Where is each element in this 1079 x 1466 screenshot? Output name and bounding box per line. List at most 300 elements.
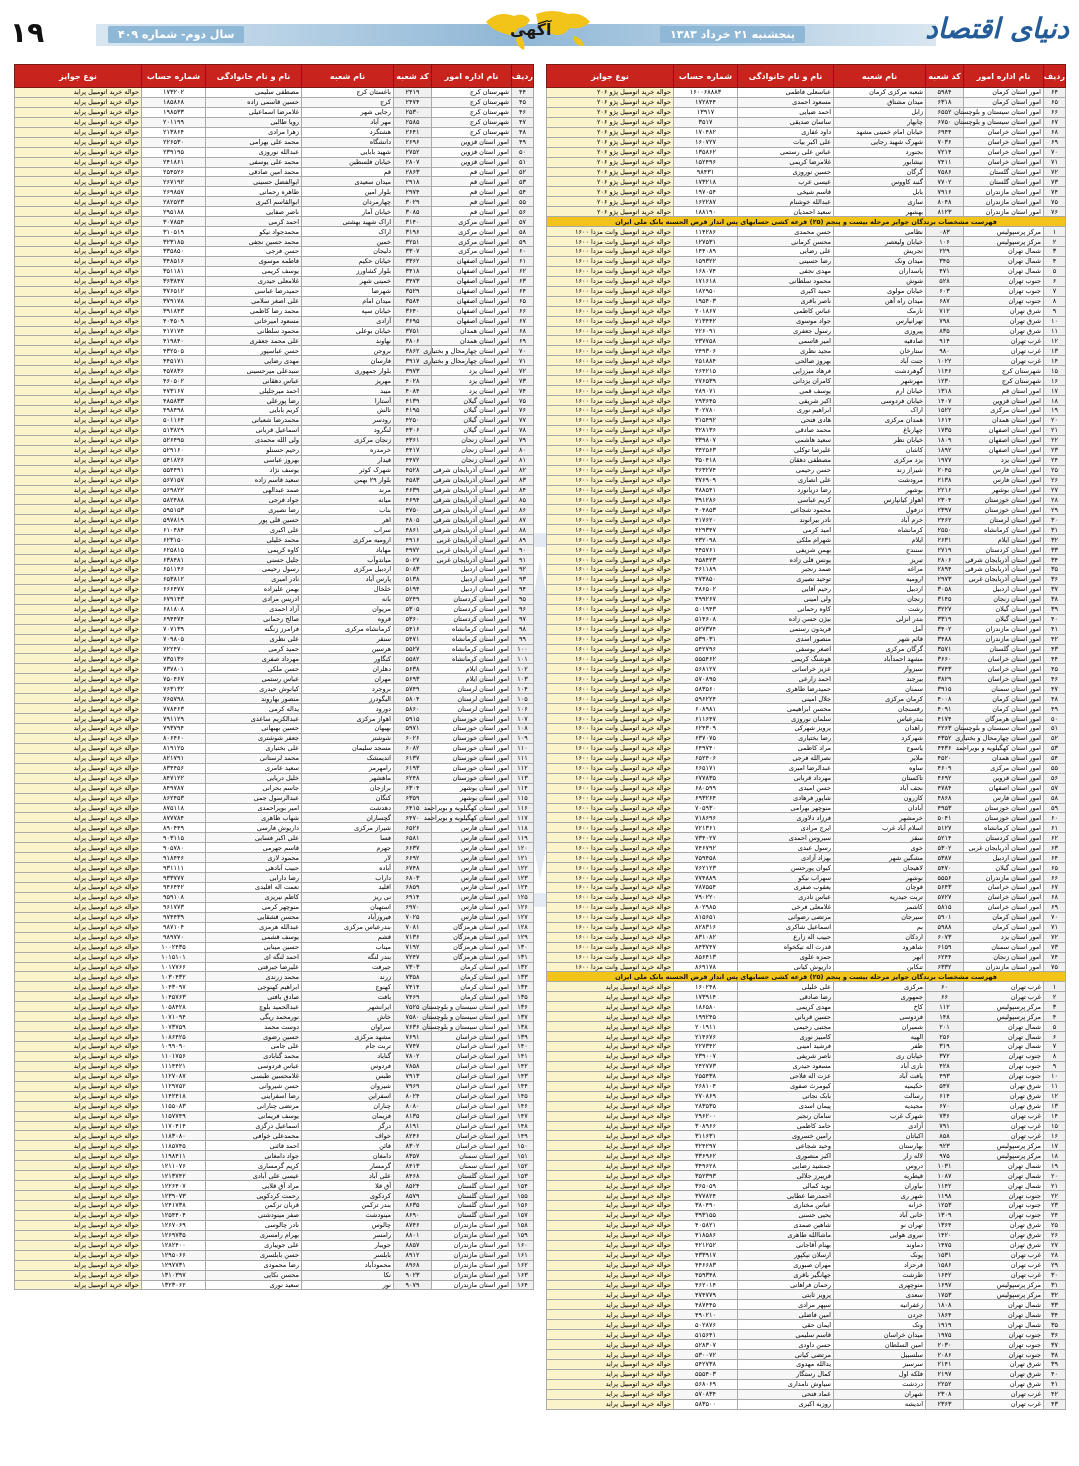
branch-name: مرند xyxy=(302,485,394,495)
region-cell: شهرستان کرج xyxy=(432,97,512,107)
winner-name: حسن فرجی xyxy=(206,247,302,257)
prize-cell: حواله خرید اتومبیل پراید xyxy=(15,475,142,485)
prize-cell: حواله خرید اتومبیل پراید xyxy=(15,892,142,902)
prize-cell: حواله خرید اتومبیل پراید xyxy=(15,1201,142,1211)
branch-name: پیروزی xyxy=(834,326,926,336)
row-number: ۱۳۹ xyxy=(512,1032,534,1042)
account-number: ۱۰۷۱۰۹۴ xyxy=(142,1012,206,1022)
branch-name: اردکان xyxy=(834,932,926,942)
prize-cell: حواله خرید اتومبیل پراید xyxy=(15,1111,142,1121)
table-row xyxy=(15,873,534,883)
row-number: ۱۵۶ xyxy=(512,1201,534,1211)
account-number: ۱۸۵۸۶۸ xyxy=(142,97,206,107)
row-number: ۱۲ xyxy=(1044,1091,1066,1101)
winner-name: جلال امینی xyxy=(738,694,834,704)
region-cell: امور استان مرکزی xyxy=(432,237,512,247)
winner-name: حمیدرضا طاهری xyxy=(738,684,834,694)
table-row xyxy=(547,1101,1066,1111)
branch-code: ۵۵۵۶ xyxy=(926,873,964,883)
branch-code: ۳۷۵۱ xyxy=(394,326,432,336)
table-row xyxy=(547,1340,1066,1350)
prize-cell: حواله خرید اتومبیل پراید xyxy=(547,1171,674,1181)
region-cell: امور استان اصفهان xyxy=(432,276,512,286)
account-number: ۷۰۵۹۳۰ xyxy=(674,803,738,813)
prize-cell: حواله خرید اتومبیل پراید xyxy=(547,1280,674,1290)
winner-name: عبدالرسول جمی xyxy=(206,793,302,803)
account-number: ۱۲۸۲۴۰۰ xyxy=(142,1240,206,1250)
prize-cell: حواله خرید اتومبیل پراید xyxy=(15,614,142,624)
winner-name: رضا پورعلی xyxy=(206,396,302,406)
branch-name: سلسبیل xyxy=(834,1350,926,1360)
page-number: ۱۹ xyxy=(10,16,45,49)
prize-cell: حواله خرید اتومبیل وانت مزدا ۱۶۰۰ xyxy=(547,435,674,445)
region-cell: امور استان خراسان xyxy=(964,892,1044,902)
prize-cell: حواله خرید اتومبیل پژو ۲۰۶ xyxy=(547,197,674,207)
row-number: ۲۹ xyxy=(1044,505,1066,515)
region-cell: امور استان مازندران xyxy=(432,1230,512,1240)
prize-cell: حواله خرید اتومبیل پراید xyxy=(15,763,142,773)
row-number: ۱۶۰ xyxy=(512,1240,534,1250)
row-number: ۵۷ xyxy=(512,217,534,227)
table-row xyxy=(547,396,1066,406)
prize-cell: حواله خرید اتومبیل وانت مزدا ۱۶۰۰ xyxy=(547,833,674,843)
branch-code: ۳۸۰۶ xyxy=(394,336,432,346)
region-cell: امور استان مازندران xyxy=(964,197,1044,207)
branch-name: شهرک شهید رجایی xyxy=(834,137,926,147)
branch-code: ۵۲۴۹ xyxy=(394,594,432,604)
row-number: ۲۶ xyxy=(1044,1230,1066,1240)
column-header: نام اداره امور xyxy=(432,65,512,88)
prize-cell: حواله خرید اتومبیل پراید xyxy=(15,952,142,962)
winner-name: ادریس مرادی xyxy=(206,594,302,604)
row-number: ۱۱ xyxy=(1044,1081,1066,1091)
region-cell: شهرستان کرج xyxy=(964,366,1044,376)
prize-cell: حواله خرید اتومبیل پراید xyxy=(15,237,142,247)
branch-name: امین السلطان xyxy=(834,1340,926,1350)
region-cell: امور استان فارس xyxy=(432,853,512,863)
prize-cell: حواله خرید اتومبیل پراید xyxy=(15,1042,142,1052)
winner-name: شهاب طاهری xyxy=(206,813,302,823)
prize-cell: حواله خرید اتومبیل پراید xyxy=(547,1290,674,1300)
account-number: ۶۵۳۸۱۲ xyxy=(142,574,206,584)
branch-code: ۳۴۰۲ xyxy=(926,624,964,634)
account-number: ۲۲۶۵۳۰ xyxy=(142,137,206,147)
row-number: ۱۴۲ xyxy=(512,1061,534,1071)
branch-code: ۴۴۷۲ xyxy=(394,455,432,465)
row-number: ۴۹ xyxy=(1044,704,1066,714)
account-number: ۴۸۶۵۰۲ xyxy=(674,584,738,594)
branch-code: ۶۲۴۸ xyxy=(394,773,432,783)
branch-code: ۴۷۱ xyxy=(926,266,964,276)
row-number: ۸۰ xyxy=(512,445,534,455)
region-cell: امور استان خوزستان xyxy=(964,813,1044,823)
prize-cell: حواله خرید اتومبیل پراید xyxy=(15,445,142,455)
table-row xyxy=(15,803,534,813)
branch-name: کرمانشاه xyxy=(834,525,926,535)
account-number: ۸۱۹۱۲۵ xyxy=(142,743,206,753)
region-cell: امور استان فارس xyxy=(964,793,1044,803)
row-number: ۷۲ xyxy=(1044,167,1066,177)
winner-name: حسین قربانی xyxy=(738,1012,834,1022)
winner-name: عبدالله خوشنام xyxy=(738,197,834,207)
section-title: فهرست مشخصات برندگان جوایز مرحله بیست و پنجم (۲۵) قرعه کشی حسابهای پس انداز قرض الحسنه بانک ملی ایران xyxy=(547,972,1066,982)
branch-name: تنکابن xyxy=(834,962,926,972)
table-row xyxy=(547,962,1066,972)
branch-code: ۳۶۶۰ xyxy=(926,654,964,664)
branch-name: سبزوار xyxy=(834,664,926,674)
account-number: ۲۸۲۵۲۳ xyxy=(142,197,206,207)
prize-cell: حواله خرید اتومبیل پراید xyxy=(547,1201,674,1211)
winner-name: غلامرضا اسماعیلی xyxy=(206,107,302,117)
branch-name: آباده xyxy=(302,863,394,873)
winner-name: عباس علی رستمی xyxy=(738,147,834,157)
region-cell: شهرستان کرج xyxy=(964,376,1044,386)
prize-cell: حواله خرید اتومبیل وانت مزدا ۱۶۰۰ xyxy=(547,306,674,316)
branch-code: ۳۲۵۱ xyxy=(394,237,432,247)
winner-name: کاظم نیریزی xyxy=(206,892,302,902)
account-number: ۷۹۳۷۹۴ xyxy=(142,724,206,734)
account-number: ۳۰۸۹۶۶ xyxy=(674,1121,738,1131)
account-number: ۶۱۰۴۸۴ xyxy=(142,525,206,535)
winner-name: حمیدرضا عباسی xyxy=(206,286,302,296)
account-number: ۶۸۰۵۹۹ xyxy=(674,783,738,793)
account-number: ۲۳۷۷۵۸ xyxy=(674,336,738,346)
row-number: ۱۱ xyxy=(1044,326,1066,336)
branch-code: ۳۱۹ xyxy=(926,1042,964,1052)
winner-name: حسن ملکی xyxy=(206,664,302,674)
branch-code: ۴۳۵۲ xyxy=(926,733,964,743)
account-number: ۱۷۳۹۱۴ xyxy=(674,992,738,1002)
branch-name: فریمان xyxy=(302,1111,394,1121)
winner-name: رامین خسروی xyxy=(738,1131,834,1141)
branch-name: شهرک کوثر xyxy=(302,465,394,475)
region-cell: امور استان خوزستان xyxy=(432,733,512,743)
row-number: ۶۵ xyxy=(512,296,534,306)
account-number: ۴۸۷۴۴۵ xyxy=(674,1300,738,1310)
account-number: ۱۶۰۰۶۸۸۸۳ xyxy=(674,88,738,98)
row-number: ۱۰۰ xyxy=(512,644,534,654)
region-cell: امور استان گیلان xyxy=(432,425,512,435)
table-row xyxy=(547,892,1066,902)
account-number: ۴۵۸۴۲۳ xyxy=(674,555,738,565)
branch-code: ۱۸۰۹ xyxy=(926,435,964,445)
winner-name: پرویز شهرکی xyxy=(738,724,834,734)
table-row xyxy=(15,1012,534,1022)
row-number: ۱۱۲ xyxy=(512,763,534,773)
branch-name: نور xyxy=(302,1280,394,1290)
prize-cell: حواله خرید اتومبیل پراید xyxy=(15,266,142,276)
table-row xyxy=(15,515,534,525)
row-number: ۱۳۷ xyxy=(512,1012,534,1022)
account-number: ۷۰۷۱۳۹ xyxy=(142,624,206,634)
account-number: ۱۰۵۸۴۲۸ xyxy=(142,1002,206,1012)
table-row xyxy=(15,565,534,575)
table-row xyxy=(547,1071,1066,1081)
branch-code: ۵۷۴۹ xyxy=(394,684,432,694)
region-cell: امور استان فارس xyxy=(432,823,512,833)
account-number: ۲۷۶۵۳۹ xyxy=(674,376,738,386)
table-row xyxy=(15,88,534,98)
row-number: ۹ xyxy=(1044,1061,1066,1071)
prize-cell: حواله خرید اتومبیل پراید xyxy=(15,992,142,1002)
prize-cell: حواله خرید اتومبیل وانت مزدا ۱۶۰۰ xyxy=(547,336,674,346)
prize-cell: حواله خرید اتومبیل پراید xyxy=(15,1121,142,1131)
table-row xyxy=(547,1061,1066,1071)
row-number: ۳۷ xyxy=(1044,584,1066,594)
prize-cell: حواله خرید اتومبیل وانت مزدا ۱۶۰۰ xyxy=(547,415,674,425)
branch-name: بهشهر xyxy=(834,207,926,217)
branch-name: نی ریز xyxy=(302,892,394,902)
branch-name: دهدشت xyxy=(302,803,394,813)
prize-cell: حواله خرید اتومبیل پراید xyxy=(15,306,142,316)
branch-name: میدان خراسان xyxy=(834,1330,926,1340)
row-number: ۱۲۷ xyxy=(512,912,534,922)
row-number: ۳۶ xyxy=(1044,574,1066,584)
prize-cell: حواله خرید اتومبیل پراید xyxy=(547,1022,674,1032)
branch-code: ۷۴۶۹ xyxy=(394,992,432,1002)
account-number: ۳۹۱۲۸۶ xyxy=(674,495,738,505)
table-row xyxy=(547,853,1066,863)
branch-code: ۶۵۲۶ xyxy=(394,823,432,833)
newspaper-logo: دنیای اقتصاد xyxy=(925,12,1069,45)
branch-code: ۵۴۷۱ xyxy=(394,634,432,644)
winner-name: حسین نوروزی xyxy=(738,167,834,177)
branch-name: تربت حیدریه xyxy=(834,892,926,902)
winner-name: عزت اله فلاحی xyxy=(738,1071,834,1081)
winner-name: مجتبی رحیمی xyxy=(738,1022,834,1032)
account-number: ۳۷۹۱۷۸ xyxy=(142,296,206,306)
table-row xyxy=(547,177,1066,187)
row-number: ۶۶ xyxy=(1044,107,1066,117)
row-number: ۲۸ xyxy=(1044,1250,1066,1260)
branch-name: کنگان xyxy=(302,793,394,803)
prize-cell: حواله خرید اتومبیل پراید xyxy=(15,1032,142,1042)
region-cell: امور استان قزوین xyxy=(432,137,512,147)
row-number: ۹۱ xyxy=(512,555,534,565)
branch-name: خرمشهر xyxy=(834,813,926,823)
branch-code: ۷۵۲۵ xyxy=(394,1002,432,1012)
account-number: ۳۹۱۸۴۳ xyxy=(142,306,206,316)
winner-name: اصغر یوسفی xyxy=(738,644,834,654)
table-row xyxy=(547,883,1066,893)
branch-code: ۵۹۰۱ xyxy=(926,912,964,922)
table-row xyxy=(15,902,534,912)
table-row xyxy=(15,1280,534,1290)
account-number: ۱۲۷۵۳۱ xyxy=(674,237,738,247)
prize-cell: حواله خرید اتومبیل پراید xyxy=(547,1240,674,1250)
branch-name: آق قلا xyxy=(302,1181,394,1191)
region-cell: امور استان اصفهان xyxy=(432,286,512,296)
table-row xyxy=(15,1022,534,1032)
prize-cell: حواله خرید اتومبیل پژو ۲۰۶ xyxy=(547,167,674,177)
region-cell: جنوب تهران xyxy=(964,1210,1044,1220)
winner-name: عزیز خراسانی xyxy=(738,664,834,674)
account-number: ۵۲۹۱۶۰ xyxy=(142,445,206,455)
branch-code: ۵۲۱۴ xyxy=(926,833,964,843)
row-number: ۶۶ xyxy=(1044,873,1066,883)
prize-cell: حواله خرید اتومبیل پراید xyxy=(15,833,142,843)
region-cell: امور استان آذربایجان غربی xyxy=(964,843,1044,853)
branch-name: مینودشت xyxy=(302,1210,394,1220)
table-row xyxy=(547,1022,1066,1032)
winner-name: صمد رنجبر xyxy=(738,565,834,575)
winner-name: سامان رنجبر xyxy=(738,1111,834,1121)
prize-cell: حواله خرید اتومبیل وانت مزدا ۱۶۰۰ xyxy=(547,227,674,237)
account-number: ۶۱۱۶۴۷ xyxy=(674,714,738,724)
row-number: ۳۴ xyxy=(1044,555,1066,565)
prize-cell: حواله خرید اتومبیل پراید xyxy=(15,962,142,972)
winner-name: اسماعیل درگزی xyxy=(206,1121,302,1131)
region-cell: مرکز پرسپولیس xyxy=(964,1012,1044,1022)
winner-name: سعید احمدیان xyxy=(738,207,834,217)
region-cell: امور استان اصفهان xyxy=(964,435,1044,445)
prize-cell: حواله خرید اتومبیل وانت مزدا ۱۶۰۰ xyxy=(547,743,674,753)
prize-cell: حواله خرید اتومبیل پراید xyxy=(15,704,142,714)
table-row xyxy=(547,1240,1066,1250)
branch-code: ۵۱۹۴ xyxy=(394,584,432,594)
branch-code: ۲۲۱۶ xyxy=(926,485,964,495)
row-number: ۴۸ xyxy=(512,127,534,137)
winner-name: داریوش فارسی xyxy=(206,823,302,833)
winner-name: عبدالرضا امیری xyxy=(738,763,834,773)
row-number: ۵۶ xyxy=(1044,773,1066,783)
row-number: ۹۰ xyxy=(512,545,534,555)
row-number: ۶۳ xyxy=(1044,843,1066,853)
column-header: کد شعبه xyxy=(394,65,432,88)
account-number: ۴۳۲۵۰۵ xyxy=(142,346,206,356)
account-number: ۵۱۳۸۲۹ xyxy=(142,425,206,435)
branch-code: ۵۴۱۶ xyxy=(394,624,432,634)
table-row xyxy=(15,227,534,237)
table-row xyxy=(547,674,1066,684)
row-number: ۵۵ xyxy=(1044,763,1066,773)
region-cell: غرب تهران xyxy=(964,336,1044,346)
account-number: ۷۳۷۸۰۱ xyxy=(142,664,206,674)
table-row xyxy=(547,237,1066,247)
region-cell: شهرستان کرج xyxy=(432,88,512,98)
winner-name: عباسعلی فاطمی xyxy=(738,88,834,98)
branch-code: ۷۴۱۱ xyxy=(926,157,964,167)
table-row xyxy=(15,207,534,217)
prize-cell: حواله خرید اتومبیل وانت مزدا ۱۶۰۰ xyxy=(547,704,674,714)
region-cell: امور استان کردستان xyxy=(964,545,1044,555)
row-number: ۱ xyxy=(1044,227,1066,237)
branch-name: بندر انزلی xyxy=(834,614,926,624)
winner-name: رضا محمودی xyxy=(206,1260,302,1270)
table-row xyxy=(15,1081,534,1091)
account-number: ۵۶۸۱۲۷ xyxy=(674,664,738,674)
prize-cell: حواله خرید اتومبیل وانت مزدا ۱۶۰۰ xyxy=(547,883,674,893)
prize-cell: حواله خرید اتومبیل وانت مزدا ۱۶۰۰ xyxy=(547,445,674,455)
account-number: ۷۲۲۴۷۰ xyxy=(142,644,206,654)
branch-name: میاندوآب xyxy=(302,555,394,565)
row-number: ۸۳ xyxy=(512,475,534,485)
branch-name: آمل xyxy=(834,624,926,634)
region-cell: امور استان آذربایجان شرقی xyxy=(432,495,512,505)
branch-name: داراب xyxy=(302,873,394,883)
table-row xyxy=(547,773,1066,783)
prize-cell: حواله خرید اتومبیل وانت مزدا ۱۶۰۰ xyxy=(547,455,674,465)
account-number: ۸۴۳۷۴۷ xyxy=(674,942,738,952)
branch-code: ۹۰۲۳ xyxy=(394,1270,432,1280)
prize-cell: حواله خرید اتومبیل وانت مزدا ۱۶۰۰ xyxy=(547,584,674,594)
branch-code: ۹۲۳ xyxy=(926,1141,964,1151)
region-cell: امور استان مرکزی xyxy=(432,227,512,237)
table-row xyxy=(15,1131,534,1141)
table-row xyxy=(15,1051,534,1061)
branch-code: ۲۴۶۲ xyxy=(926,515,964,525)
winner-name: ولی الله محمدی xyxy=(206,435,302,445)
table-row xyxy=(547,1250,1066,1260)
winner-name: رضا نصیری xyxy=(206,505,302,515)
branch-code: ۳۱۴۰ xyxy=(394,217,432,227)
region-cell: امور استان سیستان و بلوچستان xyxy=(964,117,1044,127)
winner-name: بهروز عباسی xyxy=(206,455,302,465)
winner-name: حسین بهبهانی xyxy=(206,724,302,734)
table-row xyxy=(547,1131,1066,1141)
table-row xyxy=(15,485,534,495)
table-row xyxy=(547,435,1066,445)
prize-cell: حواله خرید اتومبیل پراید xyxy=(15,515,142,525)
prize-cell: حواله خرید اتومبیل وانت مزدا ۱۶۰۰ xyxy=(547,714,674,724)
branch-code: ۶۷۵۰ xyxy=(926,117,964,127)
account-number: ۵۹۶۲۲۴ xyxy=(674,694,738,704)
table-row xyxy=(547,714,1066,724)
account-number: ۱۱۹۸۴۱۱ xyxy=(142,1151,206,1161)
prize-cell: حواله خرید اتومبیل پراید xyxy=(15,684,142,694)
account-number: ۳۱۰۵۱۹ xyxy=(142,227,206,237)
row-number: ۵ xyxy=(1044,266,1066,276)
region-cell: امور استان مرکزی xyxy=(432,217,512,227)
row-number: ۱۴ xyxy=(1044,1111,1066,1121)
table-row xyxy=(547,256,1066,266)
branch-code: ۵۸۰۴ xyxy=(394,694,432,704)
branch-code: ۷۵۸۶ xyxy=(926,167,964,177)
region-cell: امور استان چهارمحال و بختیاری xyxy=(964,733,1044,743)
branch-code: ۴۹۷۲ xyxy=(394,545,432,555)
region-cell: مرکز پرسپولیس xyxy=(964,237,1044,247)
branch-code: ۳۷۴۳ xyxy=(926,664,964,674)
region-cell: امور استان اصفهان xyxy=(432,306,512,316)
winner-name: خلیل دریایی xyxy=(206,773,302,783)
row-number: ۲۲ xyxy=(1044,1191,1066,1201)
account-number: ۱۲۵۴۴۰۴ xyxy=(142,1210,206,1220)
row-number: ۵۳ xyxy=(512,177,534,187)
row-number: ۵۳ xyxy=(1044,743,1066,753)
table-row xyxy=(547,1121,1066,1131)
prize-cell: حواله خرید اتومبیل پراید xyxy=(15,207,142,217)
winner-name: بهمن شریفی xyxy=(738,545,834,555)
region-cell: غرب تهران xyxy=(964,1131,1044,1141)
winner-name: امید کرمی xyxy=(738,525,834,535)
region-cell: شهرستان کرج xyxy=(432,107,512,117)
region-cell: امور استان گیلان xyxy=(432,415,512,425)
prize-cell: حواله خرید اتومبیل پراید xyxy=(547,1181,674,1191)
winner-name: غلامعلی حیدری xyxy=(206,276,302,286)
winner-name: پیمان اسدی xyxy=(738,1101,834,1111)
account-number: ۱۷۳۲۰۲ xyxy=(142,88,206,98)
winner-name: سعید هاشمی xyxy=(738,435,834,445)
prize-cell: حواله خرید اتومبیل پراید xyxy=(15,247,142,257)
account-number: ۴۳۲۰۹۸ xyxy=(674,535,738,545)
prize-cell: حواله خرید اتومبیل وانت مزدا ۱۶۰۰ xyxy=(547,326,674,336)
prize-cell: حواله خرید اتومبیل پراید xyxy=(547,982,674,992)
branch-name: فردوسی xyxy=(834,1012,926,1022)
row-number: ۱۱۵ xyxy=(512,793,534,803)
table-row xyxy=(15,584,534,594)
table-row xyxy=(547,1210,1066,1220)
winner-name: احمد میرجلیلی xyxy=(206,386,302,396)
